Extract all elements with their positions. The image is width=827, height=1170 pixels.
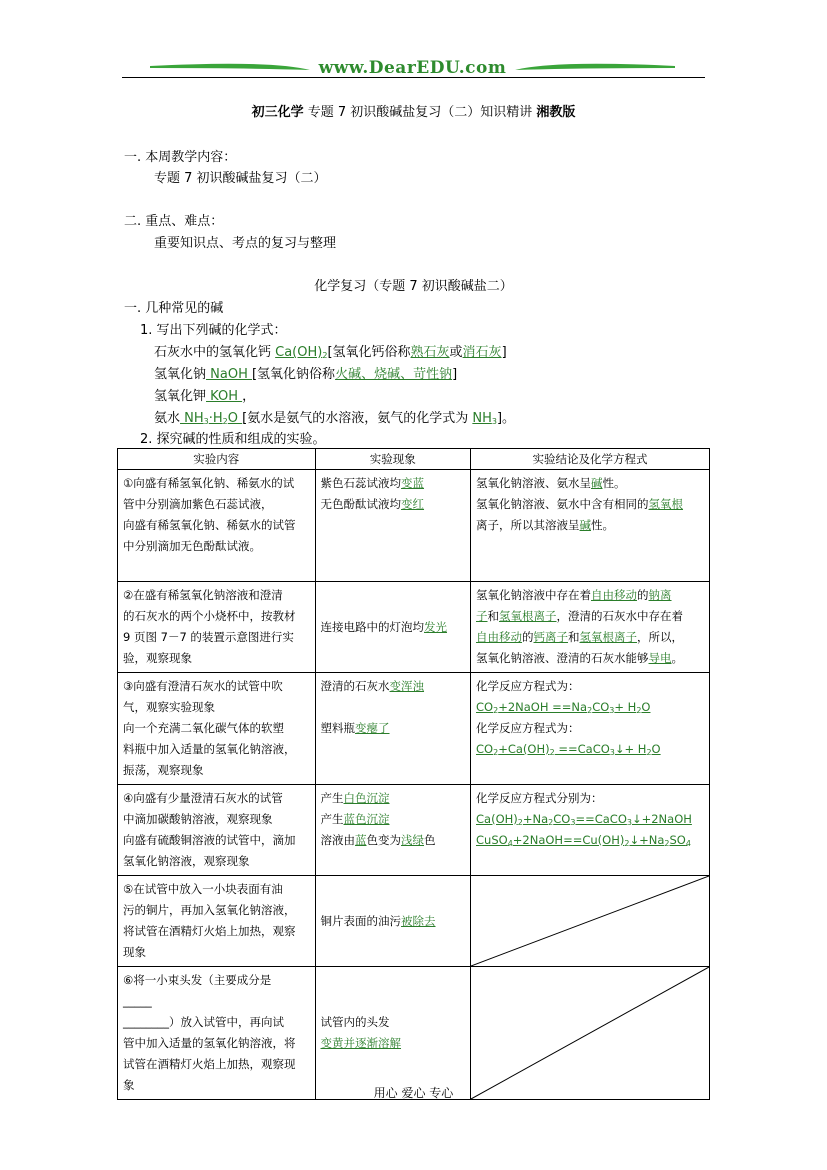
experiment-table	[117, 448, 710, 1100]
row1-conclusion: 氢氧化钠溶液、氨水呈碱性。 氢氧化钠溶液、氨水中含有相同的氢氧根 离子，所以其溶液呈碱性。	[471, 470, 710, 582]
site-url: www.DearEDU.com	[318, 58, 507, 78]
header-conclusion: 实验结论及化学方程式	[471, 449, 710, 470]
row5-content: ⑤在试管中放入一小块表面有油 污的铜片，再加入氢氧化钠溶液， 将试管在酒精灯火焰上加热，观察 现象	[118, 876, 316, 967]
row1-phenomenon: 紫色石蕊试液均变蓝 无色酚酞试液均变红	[315, 470, 471, 582]
diagonal-slash-icon	[471, 967, 709, 1099]
row3-conclusion: 化学反应方程式为： $CO_2+2NaOH ==Na_2CO_3+ H_2O$ 化学反应方程式为： $CO_2+Ca(OH)_2$ ==CaCO$_3$↓+ $H_2O$	[471, 673, 710, 785]
diagonal-slash-icon	[471, 876, 709, 966]
row5-phenomenon: 铜片表面的油污被除去	[315, 876, 471, 967]
table-row	[118, 967, 710, 1100]
row4-phenomenon: 产生白色沉淀 产生蓝色沉淀 溶液由蓝色变为浅绿色	[315, 785, 471, 876]
table-row	[118, 673, 710, 785]
row1-content: ①向盛有稀氢氧化钠、稀氨水的试 管中分别滴加紫色石蕊试液， 向盛有稀氢氧化钠、稀氨水的试管 中分别滴加无色酚酞试液。	[118, 470, 316, 582]
question-2: 2. 探究碱的性质和组成的实验。	[140, 432, 326, 447]
page-title: 初三化学 专题 7 初识酸碱盐复习（二）知识精讲 湘教版	[251, 105, 576, 120]
table-row	[118, 876, 710, 967]
row2-content: ②在盛有稀氢氧化钠溶液和澄清 的石灰水的两个小烧杯中，按教材 9 页图 7－7 的装置示意图进行实 验，观察现象	[118, 582, 316, 673]
row5-conclusion-empty	[471, 876, 710, 967]
review-heading: 一. 几种常见的碱	[124, 301, 224, 316]
row4-content: ④向盛有少量澄清石灰水的试管 中滴加碳酸钠溶液，观察现象 向盛有硫酸铜溶液的试管中，滴加 氢氧化钠溶液，观察现象	[118, 785, 316, 876]
question-1: 1. 写出下列碱的化学式：	[140, 323, 287, 338]
row4-conclusion: 化学反应方程式分别为： $Ca(OH)_2+Na_2CO_3==CaCO_3↓+2NaOH$ $CuSO_4+2NaOH==Cu(OH)_2↓+Na_2SO_4$	[471, 785, 710, 876]
page-footer: 用心 爱心 专心	[373, 1086, 454, 1100]
row6-conclusion-empty	[471, 967, 710, 1100]
header-content: 实验内容	[118, 449, 316, 470]
table-row	[118, 582, 710, 673]
row2-phenomenon: 连接电路中的灯泡均发光	[315, 582, 471, 673]
row3-phenomenon: 澄清的石灰水变浑浊 塑料瓶变瘪了	[315, 673, 471, 785]
row6-content: ⑥将一小束头发（主要成分是 _____ ________）放入试管中，再向试 管中加入适量的氢氧化钠溶液，将 试管在酒精灯火焰上加热，观察现 象	[118, 967, 316, 1100]
section2-body: 重要知识点、考点的复习与整理	[154, 236, 337, 251]
formula-line-potassium: 氢氧化钾 KOH ，	[154, 389, 256, 404]
formula-line-calcium: 石灰水中的氢氧化钙 $Ca(OH)_2$[氢氧化钙俗称熟石灰或消石灰]	[154, 345, 507, 360]
review-title: 化学复习（专题 7 初识酸碱盐二）	[314, 279, 513, 294]
site-banner	[150, 58, 675, 78]
row6-phenomenon: 试管内的头发 变黄并逐渐溶解	[315, 967, 471, 1100]
section1-heading: 一. 本周教学内容：	[124, 150, 237, 165]
header-rule	[122, 77, 705, 78]
formula-line-ammonia: 氨水 $NH_3\cdot H_2O$ [氨水是氨气的水溶液，氨气的化学式为 $NH_3$]。	[154, 411, 516, 426]
table-row	[118, 470, 710, 582]
row2-conclusion: 氢氧化钠溶液中存在着自由移动的钠离 子和氢氧根离子，澄清的石灰水中存在着 自由移动的钙离子和氢氧根离子，所以， 氢氧化钠溶液、澄清的石灰水能够导电。	[471, 582, 710, 673]
table-row	[118, 785, 710, 876]
header-phenomenon: 实验现象	[315, 449, 471, 470]
formula-line-sodium: 氢氧化钠 NaOH [氢氧化钠俗称火碱、烧碱、苛性钠]	[154, 367, 458, 382]
section2-heading: 二. 重点、难点：	[124, 214, 224, 229]
section1-body: 专题 7 初识酸碱盐复习（二）	[154, 171, 327, 186]
row3-content: ③向盛有澄清石灰水的试管中吹 气，观察实验现象 向一个充满二氧化碳气体的软塑 料瓶中加入适量的氢氧化钠溶液， 振荡，观察现象	[118, 673, 316, 785]
table-header-row	[118, 449, 710, 470]
